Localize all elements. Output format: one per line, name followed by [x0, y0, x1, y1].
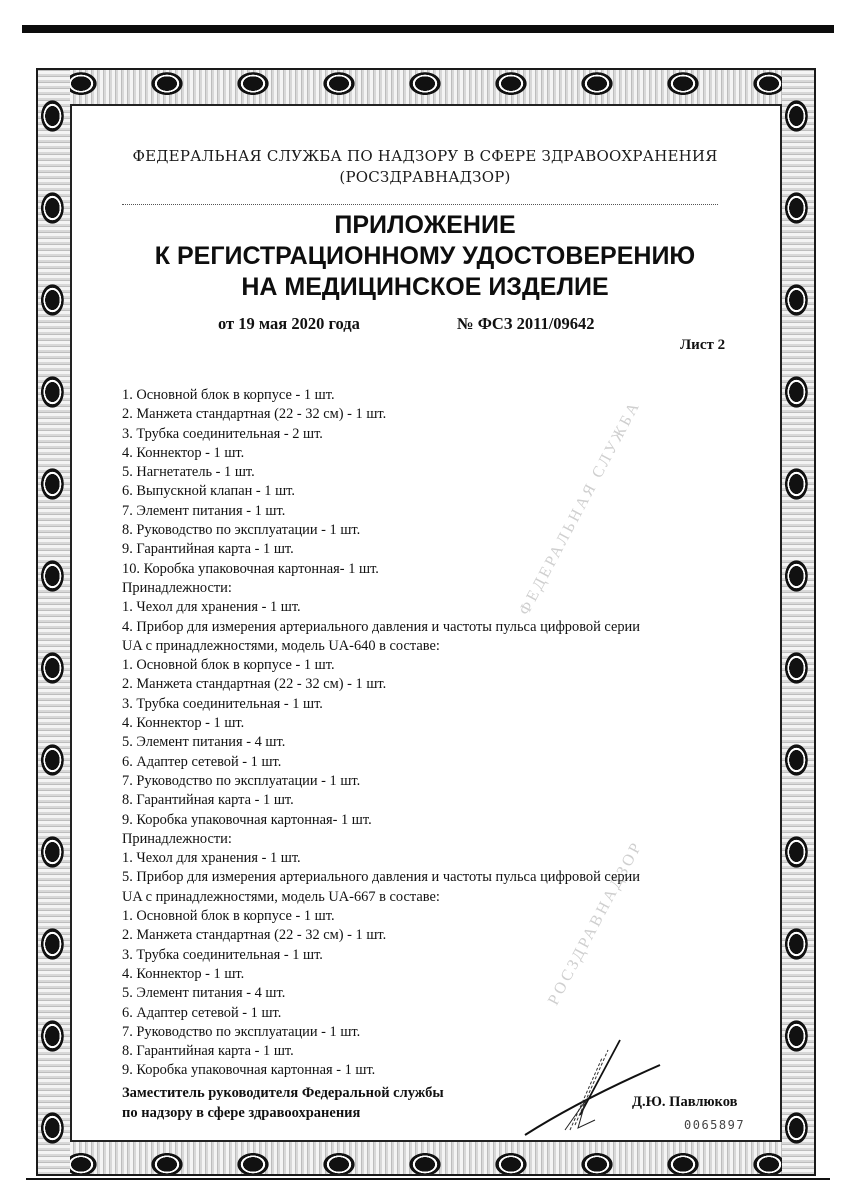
list-item: 9. Гарантийная карта - 1 шт. [122, 541, 294, 558]
list-item: 1. Чехол для хранения - 1 шт. [122, 599, 301, 616]
position-line-2: по надзору в сфере здравоохранения [122, 1105, 361, 1121]
document-title [100, 210, 750, 303]
list-item: 2. Манжета стандартная (22 - 32 см) - 1 шт. [122, 927, 387, 944]
agency-header [100, 146, 750, 188]
list-item: 6. Выпускной клапан - 1 шт. [122, 483, 295, 500]
position-line-1: Заместитель руководителя Федеральной службы [122, 1085, 444, 1101]
handwritten-signature-icon [520, 1030, 670, 1140]
list-item: 1. Основной блок в корпусе - 1 шт. [122, 387, 335, 403]
list-item: 8. Гарантийная карта - 1 шт. [122, 1043, 294, 1060]
list-item: 1. Основной блок в корпусе - 1 шт. [122, 908, 335, 925]
device-heading: UA с принадлежностями, модель UA-640 в составе: [122, 637, 440, 654]
list-item: 6. Адаптер сетевой - 1 шт. [122, 1004, 282, 1021]
list-item: 6. Адаптер сетевой - 1 шт. [122, 753, 282, 770]
list-item: 9. Коробка упаковочная картонная - 1 шт. [122, 1062, 376, 1079]
list-item: 1. Основной блок в корпусе - 1 шт. [122, 657, 335, 674]
list-item: 5. Элемент питания - 4 шт. [122, 734, 286, 751]
list-item: 4. Коннектор - 1 шт. [122, 965, 245, 982]
dotted-divider [122, 204, 718, 205]
list-item: 5. Нагнетатель - 1 шт. [122, 464, 255, 481]
list-item: 3. Трубка соединительная - 1 шт. [122, 695, 323, 712]
title-line-1: ПРИЛОЖЕНИЕ [334, 211, 516, 239]
list-item: 7. Элемент питания - 1 шт. [122, 502, 286, 519]
title-line-3: НА МЕДИЦИНСКОЕ ИЗДЕЛИЕ [241, 273, 609, 301]
sheet-number: Лист 2 [680, 337, 726, 353]
list-item: 3. Трубка соединительная - 2 шт. [122, 425, 323, 442]
device-heading: 4. Прибор для измерения артериального давления и частоты пульса цифровой серии [122, 618, 640, 635]
list-item: 8. Руководство по эксплуатации - 1 шт. [122, 522, 361, 539]
list-item: 7. Руководство по эксплуатации - 1 шт. [122, 1023, 361, 1040]
title-line-2: К РЕГИСТРАЦИОННОМУ УДОСТОВЕРЕНИЮ [154, 242, 696, 270]
list-item: 7. Руководство по эксплуатации - 1 шт. [122, 772, 361, 789]
signatory-position [122, 1083, 444, 1123]
item-list [122, 386, 762, 1081]
certificate-date: от 19 мая 2020 года [218, 314, 360, 333]
list-item: 2. Манжета стандартная (22 - 32 см) - 1 шт. [122, 676, 387, 693]
list-item: 4. Коннектор - 1 шт. [122, 715, 245, 732]
agency-name: ФЕДЕРАЛЬНАЯ СЛУЖБА ПО НАДЗОРУ В СФЕРЕ ЗДРАВООХРАНЕНИЯ [132, 147, 718, 165]
device-heading: 5. Прибор для измерения артериального давления и частоты пульса цифровой серии [122, 869, 640, 886]
serial-number: 0065897 [684, 1118, 746, 1132]
agency-abbreviation: (РОСЗДРАВНАДЗОР) [339, 168, 511, 186]
section-heading: Принадлежности: [122, 830, 232, 847]
list-item: 9. Коробка упаковочная картонная- 1 шт. [122, 811, 372, 828]
watermark-text: ФЕДЕРАЛЬНАЯ СЛУЖБА [516, 397, 644, 618]
section-heading: Принадлежности: [122, 579, 232, 596]
list-item: 1. Чехол для хранения - 1 шт. [122, 850, 301, 867]
list-item: 2. Манжета стандартная (22 - 32 см) - 1 шт. [122, 406, 387, 423]
list-item: 8. Гарантийная карта - 1 шт. [122, 792, 294, 809]
certificate-number: № ФСЗ 2011/09642 [457, 314, 595, 333]
list-item: 10. Коробка упаковочная картонная- 1 шт. [122, 560, 379, 577]
list-item: 4. Коннектор - 1 шт. [122, 444, 245, 461]
list-item: 5. Элемент питания - 4 шт. [122, 985, 286, 1002]
device-heading: UA с принадлежностями, модель UA-667 в составе: [122, 888, 440, 905]
watermark-text: РОСЗДРАВНАДЗОР [545, 838, 647, 1008]
list-item: 3. Трубка соединительная - 1 шт. [122, 946, 323, 963]
signatory-name: Д.Ю. Павлюков [632, 1094, 738, 1110]
